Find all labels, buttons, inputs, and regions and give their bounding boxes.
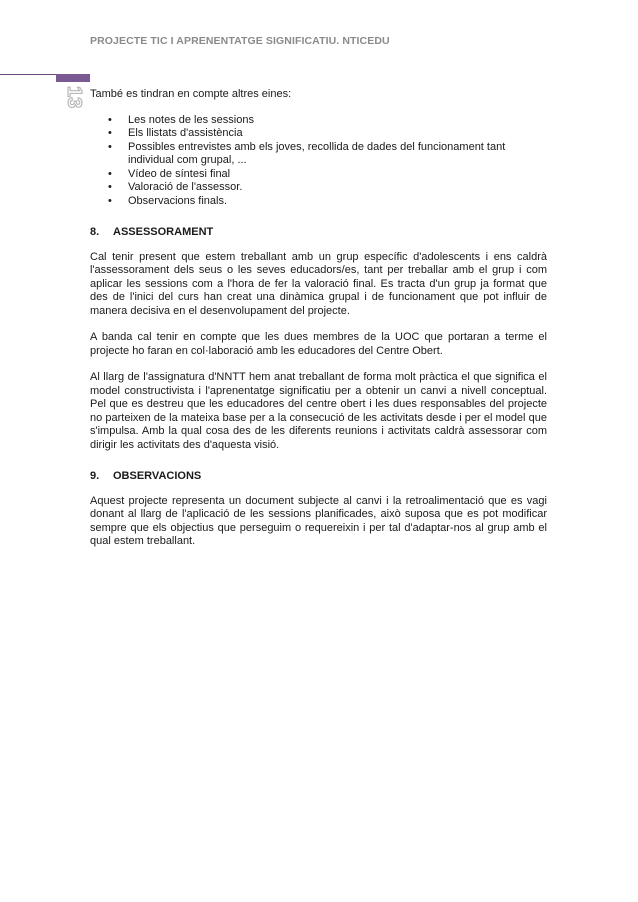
section-heading-observacions <box>90 470 547 484</box>
tools-list <box>90 114 547 209</box>
section-number: 8. <box>90 226 100 238</box>
list-item: • Vídeo de síntesi final <box>128 168 547 182</box>
paragraph: Al llarg de l'assignatura d'NNTT hem anat treballant de forma molt pràctica el que significa el model constructivista i l'aprenentatge significatiu per a obtenir un canvi a nivell conceptual. Pel que es destreu que les educadores del centre obert i les dues responsables del projecte no parteixen de la mateixa base per a la consecució de les activitats desde i per el model que s'impulsa. Amb la qual cosa des de les diferents reunions i activitats caldrà assessorar com dirigir les activitats des d'aquesta visió. <box>90 371 547 451</box>
section-heading-assessorament <box>90 226 547 240</box>
list-item: • Els llistats d'assistència <box>128 127 547 141</box>
list-item: • Valoració de l'assessor. <box>128 181 547 195</box>
header-rule <box>0 74 56 75</box>
paragraph: Cal tenir present que estem treballant amb un grup específic d'adolescents i ens caldrà l'assessorament dels seus o les seves educadors/es, tant per treballar amb el grup i com aplicar les sessions com a l'hora de fer la valoració final. Es tracta d'un grup ja format que des de l'inici del curs han creat una dinàmica grupal i de funcionament que pot influir de manera decisiva en el desenvolupament del projecte. <box>90 250 547 317</box>
intro-text: També es tindran en compte altres eines: <box>90 88 292 100</box>
running-header: PROJECTE TIC I APRENENTATGE SIGNIFICATIU. NTICEDU <box>90 35 390 47</box>
section-title: OBSERVACIONS <box>113 470 202 482</box>
page-tab-accent <box>56 74 90 82</box>
page-number: 13 <box>63 86 85 109</box>
paragraph: Aquest projecte representa un document subjecte al canvi i la retroalimentació que es vagi donant al llarg de l'aplicació de les sessions planificades, això suposa que es pot modificar sempre que els objectius que perseguim o requereixin i per tal d'adaptar-nos al grup amb el qual estem treballant. <box>90 494 547 547</box>
list-item: • Possibles entrevistes amb els joves, recollida de dades del funcionament tant individual com grupal, ... <box>128 141 547 168</box>
paragraph: A banda cal tenir en compte que les dues membres de la UOC que portaran a terme el projecte ho faran en col·laboració amb les educadores del Centre Obert. <box>90 331 547 357</box>
list-item: • Observacions finals. <box>128 195 547 209</box>
list-item: • Les notes de les sessions <box>128 114 547 128</box>
section-title: ASSESSORAMENT <box>113 226 214 238</box>
document-body <box>90 88 547 562</box>
section-number: 9. <box>90 470 100 482</box>
